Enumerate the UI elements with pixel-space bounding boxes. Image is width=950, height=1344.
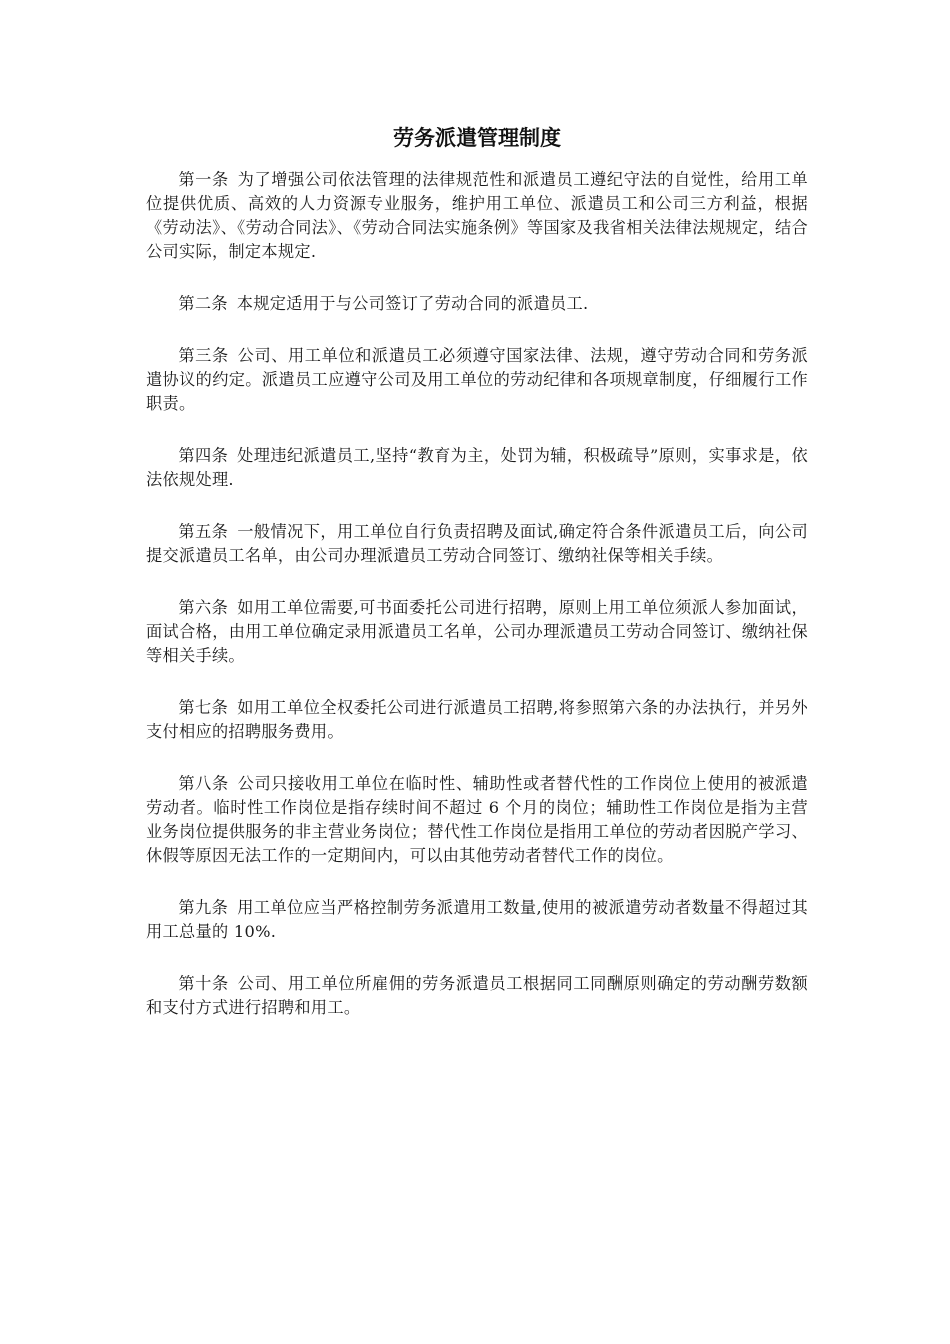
document-title: 劳务派遣管理制度 (393, 126, 561, 150)
article-text: 如用工单位需要,可书面委托公司进行招聘，原则上用工单位须派人参加面试，面试合格，由用工单位确定录用派遣员工名单，公司办理派遣员工劳动合同签订、缴纳社保等相关手续。 (146, 598, 808, 665)
article-text: 处理违纪派遣员工,坚持“教育为主，处罚为辅，积极疏导”原则，实事求是，依法依规处理. (146, 446, 808, 489)
article-text: 用工单位应当严格控制劳务派遣用工数量,使用的被派遣劳动者数量不得超过其用工总量的 10%. (146, 898, 808, 941)
article-text: 一般情况下，用工单位自行负责招聘及面试,确定符合条件派遣员工后，向公司提交派遣员工名单，由公司办理派遣员工劳动合同签订、缴纳社保等相关手续。 (146, 522, 808, 565)
article-10 (146, 972, 808, 1020)
article-6 (146, 596, 808, 668)
article-7 (146, 696, 808, 744)
article-label: 第四条 (178, 446, 229, 465)
article-4 (146, 444, 808, 492)
article-label: 第五条 (178, 522, 229, 541)
article-label: 第八条 (178, 774, 229, 793)
article-text: 本规定适用于与公司签订了劳动合同的派遣员工. (236, 294, 589, 313)
article-9 (146, 896, 808, 944)
article-text: 公司只接收用工单位在临时性、辅助性或者替代性的工作岗位上使用的被派遣劳动者。临时性工作岗位是指存续时间不超过 6 个月的岗位；辅助性工作岗位是指为主营业务岗位提供服务的非主营业务岗位；替代性工作岗位是指用工单位的劳动者因脱产学习、休假等原因无法工作的一定期间内，可以由其他劳动者替代工作的岗位。 (146, 774, 808, 865)
article-text: 公司、用工单位和派遣员工必须遵守国家法律、法规，遵守劳动合同和劳务派遣协议的约定。派遣员工应遵守公司及用工单位的劳动纪律和各项规章制度，仔细履行工作职责。 (146, 346, 808, 413)
article-1 (146, 168, 808, 264)
article-3 (146, 344, 808, 416)
article-label: 第一条 (178, 170, 229, 189)
article-text: 为了增强公司依法管理的法律规范性和派遣员工遵纪守法的自觉性，给用工单位提供优质、高效的人力资源专业服务，维护用工单位、派遣员工和公司三方利益，根据《劳动法》、《劳动合同法》、《劳动合同法实施条例》等国家及我省相关法律法规规定，结合公司实际，制定本规定. (146, 170, 808, 261)
article-text: 公司、用工单位所雇佣的劳务派遣员工根据同工同酬原则确定的劳动酬劳数额和支付方式进行招聘和用工。 (146, 974, 808, 1017)
article-text: 如用工单位全权委托公司进行派遣员工招聘,将参照第六条的办法执行，并另外支付相应的招聘服务费用。 (146, 698, 808, 741)
article-label: 第三条 (178, 346, 229, 365)
article-label: 第七条 (178, 698, 229, 717)
article-label: 第二条 (178, 294, 228, 313)
article-label: 第九条 (178, 898, 229, 917)
article-8 (146, 772, 808, 868)
document-page (146, 118, 808, 1048)
article-label: 第十条 (178, 974, 229, 993)
article-5 (146, 520, 808, 568)
article-2 (146, 292, 808, 316)
article-label: 第六条 (178, 598, 229, 617)
